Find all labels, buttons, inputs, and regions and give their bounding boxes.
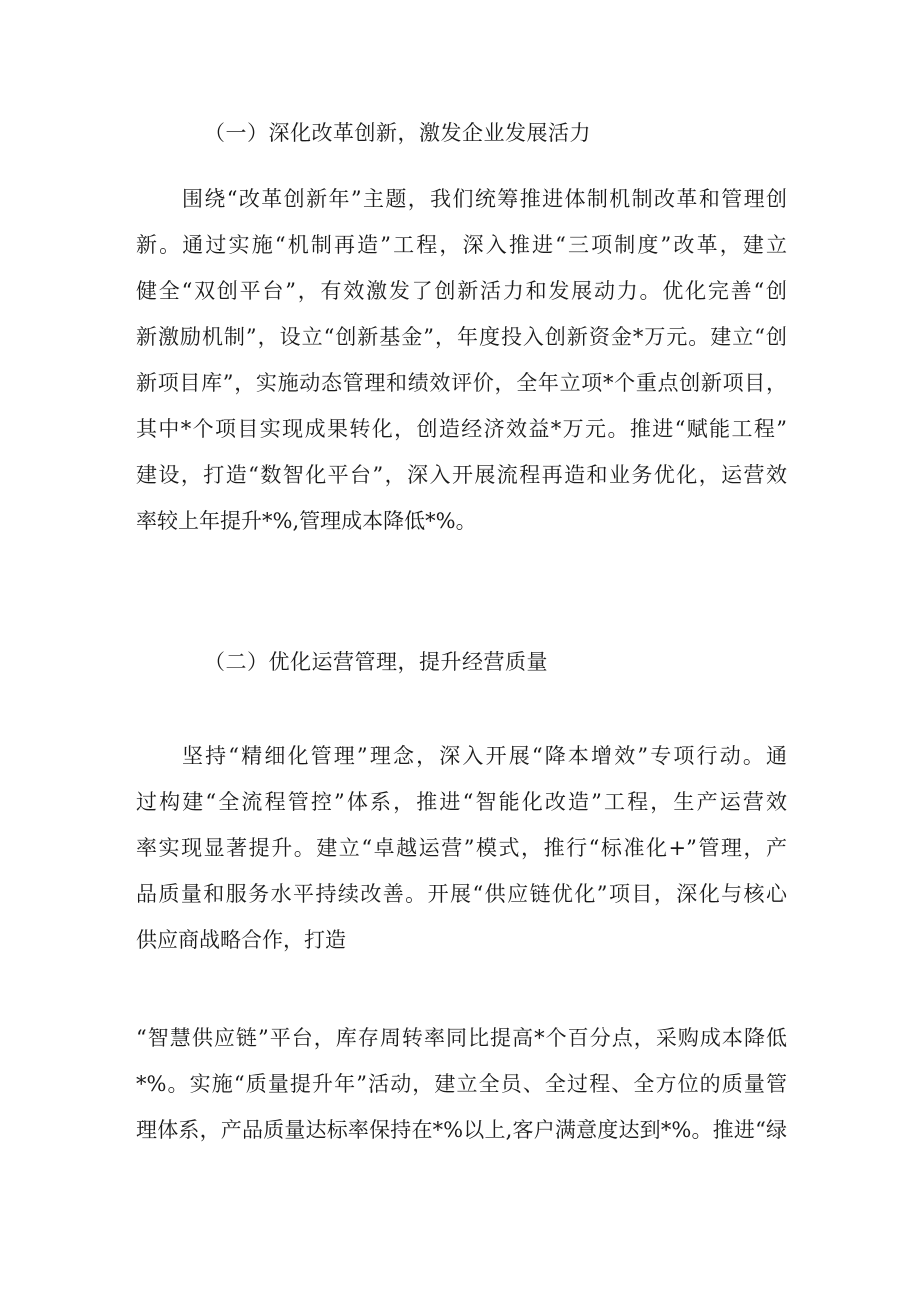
paragraph-3-line: “智慧供应链”平台，库存周转率同比提高*个百分点，采购成本降低 [136,1026,787,1050]
paragraph-2-line: 供应商战略合作，打造 [136,928,346,952]
section-2-heading: （二）优化运营管理，提升经营质量 [204,650,548,674]
paragraph-2-line: 品质量和服务水平持续改善。开展“供应链优化”项目，深化与核心 [136,882,787,906]
paragraph-2-line: 过构建“全流程管控”体系，推进“智能化改造”工程，生产运营效 [136,790,787,814]
paragraph-1-line: 建设，打造“数智化平台”，深入开展流程再造和业务优化，运营效 [136,463,787,487]
paragraph-1-line: 健全“双创平台”，有效激发了创新活力和发展动力。优化完善“创 [136,279,787,303]
paragraph-1-line: 其中*个项目实现成果转化，创造经济效益*万元。推进“赋能工程” [136,417,787,441]
paragraph-3-line: 理体系，产品质量达标率保持在*%以上,客户满意度达到*%。推进“绿 [136,1118,787,1142]
paragraph-1-line: 率较上年提升*%,管理成本降低*%。 [136,509,477,533]
paragraph-1-line: 新。通过实施“机制再造”工程，深入推进“三项制度”改革，建立 [136,233,787,257]
paragraph-1-line: 新激励机制”，设立“创新基金”，年度投入创新资金*万元。建立“创 [136,325,787,349]
paragraph-2-line: 率实现显著提升。建立“卓越运营”模式，推行“标准化+”管理，产 [136,836,787,860]
section-1-heading: （一）深化改革创新，激发企业发展活力 [204,121,591,145]
paragraph-3-line: *%。实施“质量提升年”活动，建立全员、全过程、全方位的质量管 [136,1072,787,1096]
paragraph-1-line: 新项目库”，实施动态管理和绩效评价，全年立项*个重点创新项目， [136,371,787,395]
paragraph-2-line: 坚持“精细化管理”理念，深入开展“降本增效”专项行动。通 [182,744,787,768]
paragraph-1-line: 围绕“改革创新年”主题，我们统筹推进体制机制改革和管理创 [182,187,787,211]
